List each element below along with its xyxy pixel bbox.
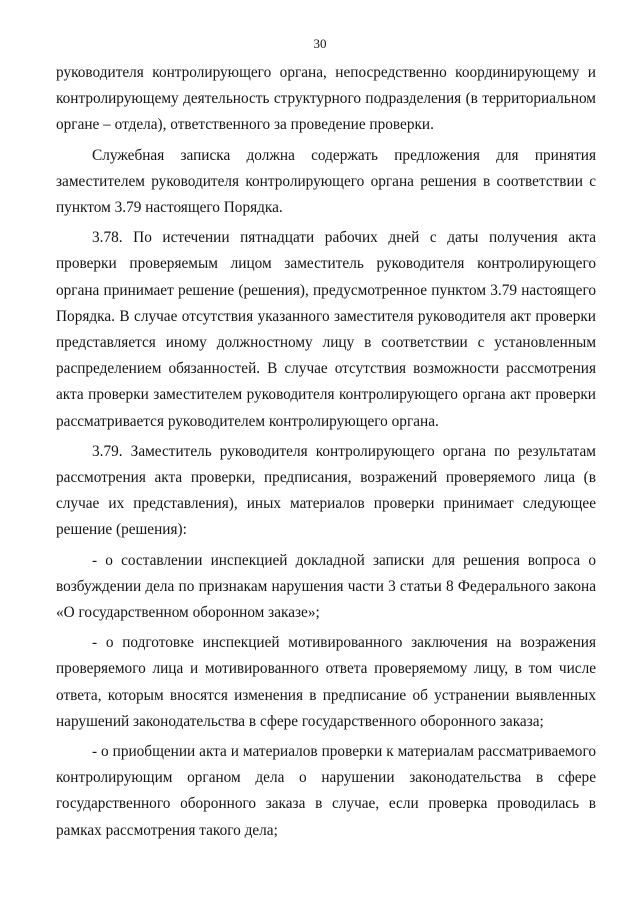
paragraph-memo-requirements: Служебная записка должна содержать предложения для принятия заместителем руководителя контролирующего органа решения в соответствии с пунктом 3.79 настоящего Порядка. [56,146,596,217]
paragraph-item-3-79: 3.79. Заместитель руководителя контролирующего органа по результатам рассмотрения акта проверки, предписания, возражений проверяемого лица (в случае их представления), иных материалов проверки принимает следующее решение (решения): [56,442,596,539]
document-body [56,60,596,848]
page-number: 30 [313,36,327,51]
paragraph-item-3-78: 3.78. По истечении пятнадцати рабочих дней с даты получения акта проверки проверяемым лицом заместитель руководителя контролирующего органа принимает решение (решения), предусмотренное пунктом 3.79 настоящего Порядка. В случае отсутствия указанного заместителя руководителя акт проверки представляется иному должностному лицу в соответствии с установленным распределением обязанностей. В случае отсутствия возможности рассмотрения акта проверки заместителем руководителя контролирующего органа акт проверки рассматривается руководителем контролирующего органа. [56,229,596,430]
list-item-report-memo: - о составлении инспекцией докладной записки для решения вопроса о возбуждении дела по признакам нарушения части 3 статьи 8 Федерального закона «О государственном оборонном заказе»; [56,551,596,622]
list-item-reasoned-conclusion: - о подготовке инспекцией мотивированного заключения на возражения проверяемого лица и мотивированного ответа проверяемому лицу, в том числе ответа, которым вносятся изменения в предписание об устранении выявленных нарушений законодательства в сфере государственного оборонного заказа; [56,634,596,730]
list-item-attach-materials: - о приобщении акта и материалов проверки к материалам рассматриваемого контролирующим органом дела о нарушении законодательства в сфере государственного оборонного заказа в случае, если проверка проводилась в рамках рассмотрения такого дела; [56,743,596,839]
paragraph-continuation: руководителя контролирующего органа, непосредственно координирующему и контролирующему деятельность структурного подразделения (в территориальном органе – отдела), ответственного за проведение проверки. [56,64,596,134]
